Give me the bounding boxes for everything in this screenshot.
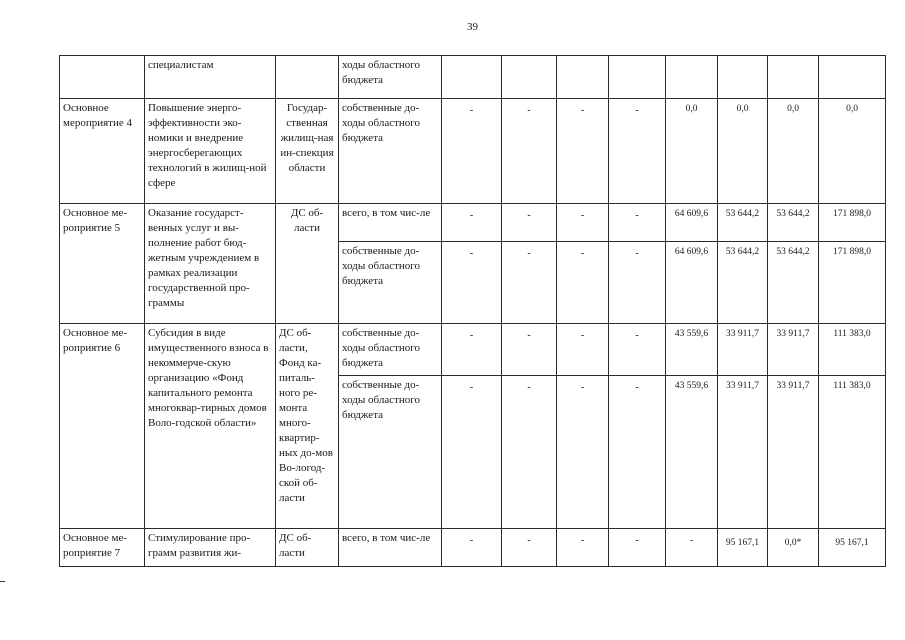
margin-mark — [0, 581, 5, 582]
year-cell: - — [442, 242, 502, 324]
funding-source-cell: собственные до-ходы областного бюджета — [339, 376, 442, 529]
year-cell: - — [609, 529, 666, 567]
year-cell: - — [609, 376, 666, 529]
table-row — [60, 204, 886, 242]
amount-cell: 64 609,6 — [666, 204, 718, 242]
amount-cell: 0,0* — [768, 529, 819, 567]
total-amount-cell: 95 167,1 — [819, 529, 886, 567]
event-name-cell: Стимулирование про-грамм развития жи- — [145, 529, 276, 567]
amount-cell: - — [666, 529, 718, 567]
event-name-cell: Оказание государст-венных услуг и вы-полнение работ бюд-жетным учреждением в рамках реализации государственной про-граммы — [145, 204, 276, 324]
year-cell: - — [502, 99, 557, 204]
amount-cell: 33 911,7 — [718, 376, 768, 529]
amount-cell — [718, 56, 768, 99]
year-cell: - — [442, 99, 502, 204]
year-cell — [609, 56, 666, 99]
year-cell — [502, 56, 557, 99]
funding-source-cell: собственные до-ходы областного бюджета — [339, 99, 442, 204]
table-row — [60, 99, 886, 204]
event-name-cell: Повышение энерго-эффективности эко-номики и внедрение энергосберегающих технологий в жилищ-ной сфере — [145, 99, 276, 204]
funding-source-cell: всего, в том чис-ле — [339, 529, 442, 567]
year-cell: - — [502, 204, 557, 242]
year-cell: - — [609, 99, 666, 204]
program-budget-table — [59, 55, 886, 567]
responsible-cell — [276, 56, 339, 99]
event-title-cell: Основное ме-роприятие 6 — [60, 324, 145, 529]
year-cell: - — [609, 242, 666, 324]
amount-cell: 0,0 — [718, 99, 768, 204]
amount-cell — [666, 56, 718, 99]
event-title-cell: Основное ме-роприятие 5 — [60, 204, 145, 324]
table-row — [60, 324, 886, 376]
amount-cell: 33 911,7 — [768, 376, 819, 529]
responsible-cell: ДС об-ласти — [276, 204, 339, 324]
event-title-cell: Основное ме-роприятие 7 — [60, 529, 145, 567]
amount-cell: 53 644,2 — [718, 242, 768, 324]
year-cell: - — [442, 324, 502, 376]
funding-source-cell: собственные до-ходы областного бюджета — [339, 324, 442, 376]
total-amount-cell: 111 383,0 — [819, 376, 886, 529]
event-title-cell: Основное мероприятие 4 — [60, 99, 145, 204]
year-cell: - — [442, 529, 502, 567]
amount-cell: 0,0 — [666, 99, 718, 204]
total-amount-cell: 111 383,0 — [819, 324, 886, 376]
responsible-cell: ДС об-ласти — [276, 529, 339, 567]
year-cell: - — [442, 204, 502, 242]
amount-cell — [768, 56, 819, 99]
total-amount-cell: 0,0 — [819, 99, 886, 204]
year-cell: - — [502, 324, 557, 376]
responsible-cell: ДС об-ласти, Фонд ка-питаль-ного ре-монта много-квартир-ных до-мов Во-логод-ской об-ласти — [276, 324, 339, 529]
funding-source-cell: всего, в том чис-ле — [339, 204, 442, 242]
amount-cell: 53 644,2 — [768, 242, 819, 324]
table-row — [60, 56, 886, 99]
year-cell: - — [557, 529, 609, 567]
year-cell — [557, 56, 609, 99]
year-cell — [442, 56, 502, 99]
year-cell: - — [502, 242, 557, 324]
amount-cell: 64 609,6 — [666, 242, 718, 324]
year-cell: - — [557, 242, 609, 324]
event-name-cell: Субсидия в виде имущественного взноса в некоммерче-скую организацию «Фонд капитального ремонта многоквар-тирных домов Воло-годской области» — [145, 324, 276, 529]
amount-cell: 95 167,1 — [718, 529, 768, 567]
year-cell: - — [442, 376, 502, 529]
amount-cell: 0,0 — [768, 99, 819, 204]
year-cell: - — [557, 376, 609, 529]
amount-cell: 43 559,6 — [666, 376, 718, 529]
year-cell: - — [557, 99, 609, 204]
year-cell: - — [502, 529, 557, 567]
amount-cell: 33 911,7 — [718, 324, 768, 376]
table-row — [60, 529, 886, 567]
amount-cell: 43 559,6 — [666, 324, 718, 376]
total-amount-cell: 171 898,0 — [819, 204, 886, 242]
event-name-cell: специалистам — [145, 56, 276, 99]
year-cell: - — [502, 376, 557, 529]
funding-source-cell: ходы областного бюджета — [339, 56, 442, 99]
amount-cell: 53 644,2 — [768, 204, 819, 242]
year-cell: - — [557, 204, 609, 242]
event-title-cell — [60, 56, 145, 99]
year-cell: - — [557, 324, 609, 376]
amount-cell: 33 911,7 — [768, 324, 819, 376]
funding-source-cell: собственные до-ходы областного бюджета — [339, 242, 442, 324]
year-cell: - — [609, 204, 666, 242]
year-cell: - — [609, 324, 666, 376]
amount-cell: 53 644,2 — [718, 204, 768, 242]
total-amount-cell — [819, 56, 886, 99]
total-amount-cell: 171 898,0 — [819, 242, 886, 324]
page-number: 39 — [467, 21, 478, 33]
responsible-cell: Государ-ственная жилищ-ная ин-спекция области — [276, 99, 339, 204]
